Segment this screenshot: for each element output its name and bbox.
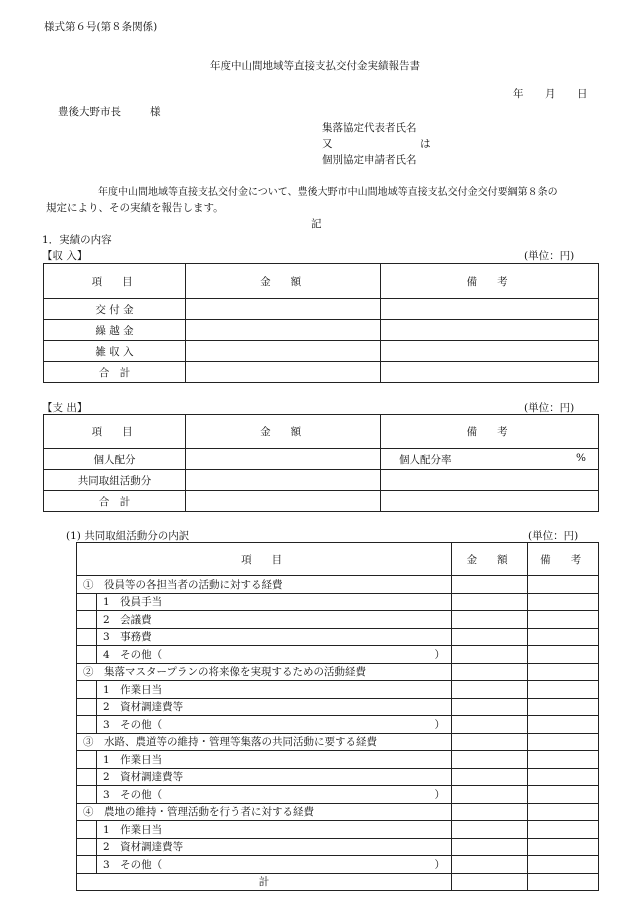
indent-cell [77, 646, 97, 664]
expense-remarks-cell[interactable] [381, 470, 599, 491]
remarks-cell[interactable] [528, 681, 599, 699]
category-2-title: ② 集落マスタープランの将来像を実現するための活動経費 [77, 663, 452, 681]
amount-cell[interactable] [452, 628, 528, 646]
expense-row-label: 個人配分 [44, 449, 186, 470]
total-amount-cell[interactable] [452, 873, 528, 891]
breakdown-total-label: 計 [77, 873, 452, 891]
breakdown-header-remarks: 備 考 [528, 543, 599, 576]
income-amount-cell[interactable] [186, 299, 381, 320]
remarks-cell[interactable] [528, 628, 599, 646]
category-1-title: ① 役員等の各担当者の活動に対する経費 [77, 576, 452, 594]
income-amount-cell[interactable] [186, 320, 381, 341]
income-amount-cell[interactable] [186, 341, 381, 362]
item-label: 3 その他（ [103, 718, 163, 731]
income-remarks-cell[interactable] [381, 320, 599, 341]
other-item-cell[interactable] [97, 716, 452, 734]
date-month: 月 [545, 88, 556, 100]
ratio-unit: % [576, 451, 586, 464]
remarks-cell[interactable] [528, 856, 599, 874]
date-year: 年 [513, 88, 524, 100]
indent-cell [77, 611, 97, 629]
expense-header-item: 項 目 [44, 415, 186, 449]
income-unit: (単位：円) [524, 250, 575, 262]
document-title: 年度中山間地域等直接支払交付金実績報告書 [210, 60, 420, 72]
remarks-cell[interactable] [528, 663, 599, 681]
indent-cell [77, 856, 97, 874]
expense-header-remarks: 備 考 [381, 415, 599, 449]
amount-cell[interactable] [452, 646, 528, 664]
indent-cell [77, 821, 97, 839]
other-item-cell[interactable] [97, 646, 452, 664]
item-label: 1 作業日当 [97, 751, 452, 769]
amount-cell[interactable] [452, 751, 528, 769]
item-label: 1 役員手当 [97, 593, 452, 611]
remarks-cell[interactable] [528, 751, 599, 769]
income-row-label: 交 付 金 [44, 299, 186, 320]
item-label: 3 その他（ [103, 858, 163, 871]
expense-row-label: 共同取組活動分 [44, 470, 186, 491]
income-row-label: 合 計 [44, 362, 186, 383]
amount-cell[interactable] [452, 856, 528, 874]
remarks-cell[interactable] [528, 768, 599, 786]
item-label: 2 会議費 [97, 611, 452, 629]
item-label: 1 作業日当 [97, 681, 452, 699]
indent-cell [77, 786, 97, 804]
breakdown-unit: (単位：円) [528, 530, 579, 542]
amount-cell[interactable] [452, 803, 528, 821]
form-number: 様式第６号(第８条関係) [44, 21, 158, 33]
applicant-name-label: 個別協定申請者氏名 [322, 154, 417, 166]
or-label: 又 [322, 138, 333, 150]
income-remarks-cell[interactable] [381, 362, 599, 383]
addressee-suffix: 様 [150, 106, 161, 118]
total-remarks-cell[interactable] [528, 873, 599, 891]
remarks-cell[interactable] [528, 821, 599, 839]
remarks-cell[interactable] [528, 803, 599, 821]
indent-cell [77, 628, 97, 646]
ratio-cell[interactable] [381, 449, 599, 470]
amount-cell[interactable] [452, 768, 528, 786]
breakdown-header-amount: 金 額 [452, 543, 528, 576]
income-amount-cell[interactable] [186, 362, 381, 383]
amount-cell[interactable] [452, 593, 528, 611]
income-table [43, 263, 599, 383]
indent-cell [77, 698, 97, 716]
section-heading: 1．実績の内容 [42, 234, 112, 246]
income-label: 【収 入】 [42, 250, 88, 262]
date-day: 日 [577, 88, 588, 100]
income-remarks-cell[interactable] [381, 341, 599, 362]
category-4-title: ④ 農地の維持・管理活動を行う者に対する経費 [77, 803, 452, 821]
amount-cell[interactable] [452, 838, 528, 856]
income-row-label: 雑 収 入 [44, 341, 186, 362]
remarks-cell[interactable] [528, 716, 599, 734]
close-paren: ） [434, 858, 445, 871]
amount-cell[interactable] [452, 716, 528, 734]
indent-cell [77, 716, 97, 734]
amount-cell[interactable] [452, 733, 528, 751]
remarks-cell[interactable] [528, 646, 599, 664]
indent-cell [77, 838, 97, 856]
expense-row-label: 合 計 [44, 491, 186, 512]
remarks-cell[interactable] [528, 786, 599, 804]
representative-name-label: 集落協定代表者氏名 [322, 122, 417, 134]
amount-cell[interactable] [452, 663, 528, 681]
income-header-amount: 金 額 [186, 264, 381, 299]
item-label: 2 資材調達費等 [97, 698, 452, 716]
breakdown-table [76, 542, 599, 891]
close-paren: ） [434, 648, 445, 661]
item-label: 1 作業日当 [97, 821, 452, 839]
amount-cell[interactable] [452, 786, 528, 804]
item-label: 2 資材調達費等 [97, 838, 452, 856]
ratio-label: 個人配分率 [399, 453, 452, 466]
amount-cell[interactable] [452, 611, 528, 629]
expense-amount-cell[interactable] [186, 470, 381, 491]
item-label: 2 資材調達費等 [97, 768, 452, 786]
indent-cell [77, 751, 97, 769]
category-3-title: ③ 水路、農道等の維持・管理等集落の共同活動に要する経費 [77, 733, 452, 751]
expense-amount-cell[interactable] [186, 491, 381, 512]
remarks-cell[interactable] [528, 576, 599, 594]
expense-unit: (単位：円) [524, 402, 575, 414]
item-label: 3 事務費 [97, 628, 452, 646]
other-item-cell[interactable] [97, 786, 452, 804]
item-label: 3 その他（ [103, 788, 163, 801]
expense-table [43, 414, 599, 512]
close-paren: ） [434, 788, 445, 801]
income-remarks-cell[interactable] [381, 299, 599, 320]
amount-cell[interactable] [452, 698, 528, 716]
ki-mark: 記 [311, 218, 322, 230]
body-text-line2: 規定により、その実績を報告します。 [46, 202, 224, 214]
income-header-remarks: 備 考 [381, 264, 599, 299]
body-text-line1: 年度中山間地域等直接支払交付金について、豊後大野市中山間地域等直接支払交付金交付要綱第８条の [98, 187, 558, 198]
expense-header-amount: 金 額 [186, 415, 381, 449]
remarks-cell[interactable] [528, 698, 599, 716]
close-paren: ） [434, 718, 445, 731]
other-item-cell[interactable] [97, 856, 452, 874]
expense-amount-cell[interactable] [186, 449, 381, 470]
amount-cell[interactable] [452, 821, 528, 839]
expense-remarks-cell[interactable] [381, 491, 599, 512]
or-label-2: は [420, 138, 431, 150]
indent-cell [77, 681, 97, 699]
remarks-cell[interactable] [528, 593, 599, 611]
remarks-cell[interactable] [528, 733, 599, 751]
amount-cell[interactable] [452, 576, 528, 594]
item-label: 4 その他（ [103, 648, 163, 661]
addressee: 豊後大野市長 [58, 106, 121, 118]
indent-cell [77, 593, 97, 611]
remarks-cell[interactable] [528, 611, 599, 629]
breakdown-header-item: 項 目 [77, 543, 452, 576]
indent-cell [77, 768, 97, 786]
income-row-label: 繰 越 金 [44, 320, 186, 341]
breakdown-label: (1) 共同取組活動分の内訳 [66, 530, 190, 542]
income-header-item: 項 目 [44, 264, 186, 299]
amount-cell[interactable] [452, 681, 528, 699]
remarks-cell[interactable] [528, 838, 599, 856]
expense-label: 【支 出】 [42, 402, 88, 414]
